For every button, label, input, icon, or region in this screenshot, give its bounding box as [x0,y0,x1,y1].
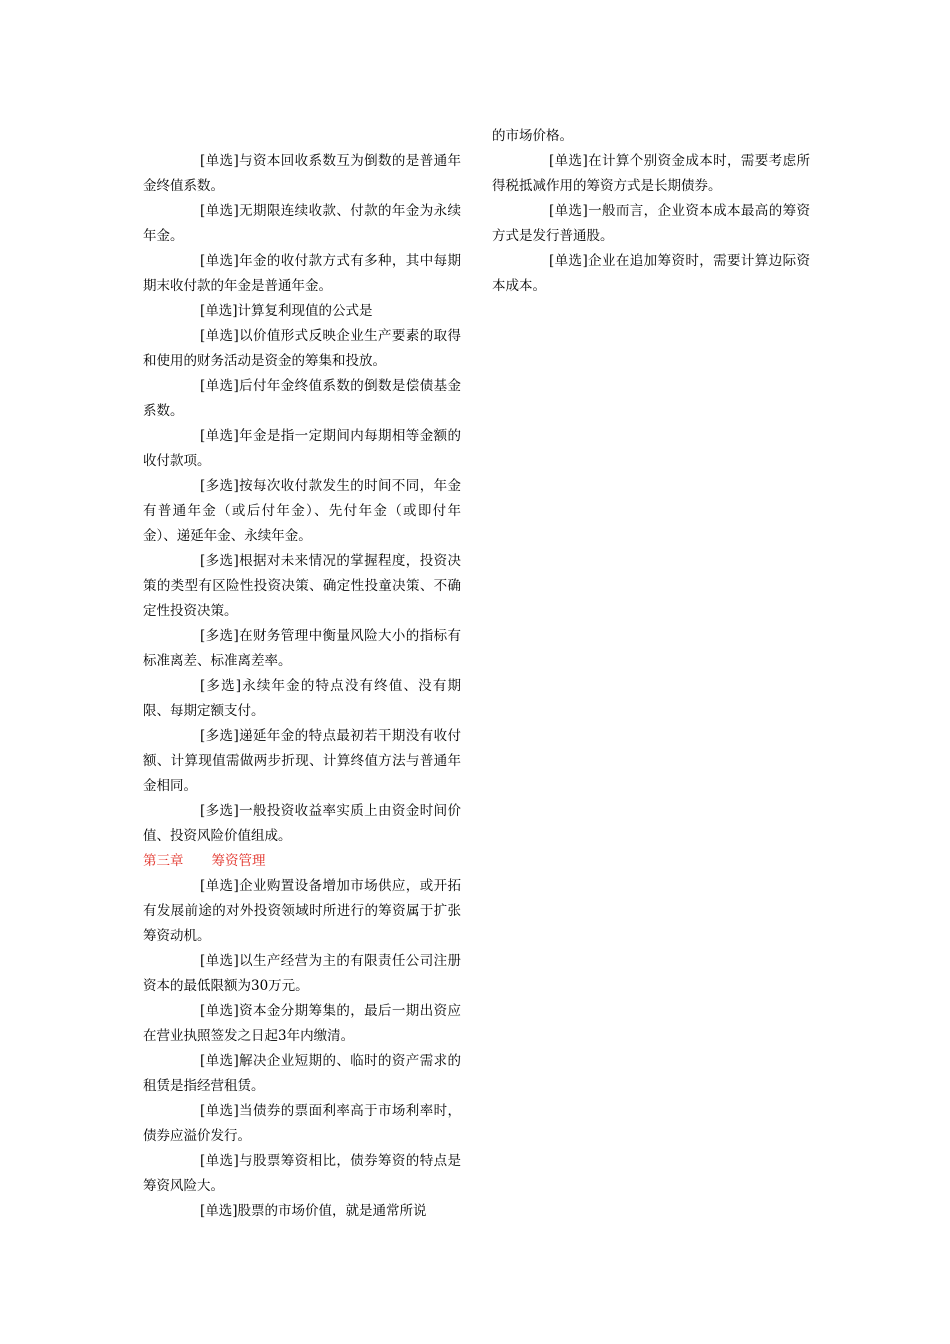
question-item: [多选]永续年金的特点没有终值、没有期限、每期定额支付。 [143,678,461,719]
question-item: [多选]递延年金的特点最初若干期没有收付额、计算现值需做两步折现、计算终值方法与普通年金相同。 [143,728,461,794]
question-item: [单选]以生产经营为主的有限责任公司注册资本的最低限额为30万元。 [143,953,461,994]
chapter-heading [143,849,461,874]
right-column [492,124,810,299]
question-item: [单选]计算复利现值的公式是 [200,303,373,319]
left-column [143,124,461,1224]
question-item: [单选]企业购置设备增加市场供应，或开拓有发展前途的对外投资领域时所进行的筹资属于扩张筹资动机。 [143,878,461,944]
question-item: [单选]企业在追加筹资时，需要计算边际资本成本。 [492,253,810,294]
question-item: [单选]与资本回收系数互为倒数的是普通年金终值系数。 [143,153,461,194]
question-item: [单选]资本金分期筹集的，最后一期出资应在营业执照签发之日起3年内缴清。 [143,1003,461,1044]
question-item: [单选]股票的市场价值，就是通常所说 [200,1203,427,1219]
question-item: [多选]根据对未来情况的掌握程度，投资决策的类型有区险性投资决策、确定性投童决策、不确定性投资决策。 [143,553,461,619]
question-item: [单选]年金的收付款方式有多种，其中每期期末收付款的年金是普通年金。 [143,253,461,294]
question-item: [多选]按每次收付款发生的时间不同，年金有普通年金（或后付年金）、先付年金（或即付年金）、递延年金、永续年金。 [143,478,461,544]
chapter-title: 筹资管理 [211,853,266,869]
question-item: [多选]在财务管理中衡量风险大小的指标有标准离差、标准离差率。 [143,628,461,669]
question-item: [单选]年金是指一定期间内每期相等金额的收付款项。 [143,428,461,469]
question-item: [单选]无期限连续收款、付款的年金为永续年金。 [143,203,461,244]
question-item: [多选]一般投资收益率实质上由资金时间价值、投资风险价值组成。 [143,803,461,844]
question-item: [单选]在计算个别资金成本时，需要考虑所得税抵减作用的筹资方式是长期债券。 [492,153,810,194]
question-item-continuation: 的市场价格。 [492,128,573,144]
question-item: [单选]后付年金终值系数的倒数是偿债基金系数。 [143,378,461,419]
question-item: [单选]当债券的票面利率高于市场利率时，债券应溢价发行。 [143,1103,461,1144]
question-item: [单选]解决企业短期的、临时的资产需求的租赁是指经营租赁。 [143,1053,461,1094]
question-item: [单选]以价值形式反映企业生产要素的取得和使用的财务活动是资金的筹集和投放。 [143,328,461,369]
question-item: [单选]与股票筹资相比，债券筹资的特点是筹资风险大。 [143,1153,461,1194]
question-item: [单选]一般而言，企业资本成本最高的筹资方式是发行普通股。 [492,203,810,244]
chapter-number: 第三章 [143,853,184,869]
